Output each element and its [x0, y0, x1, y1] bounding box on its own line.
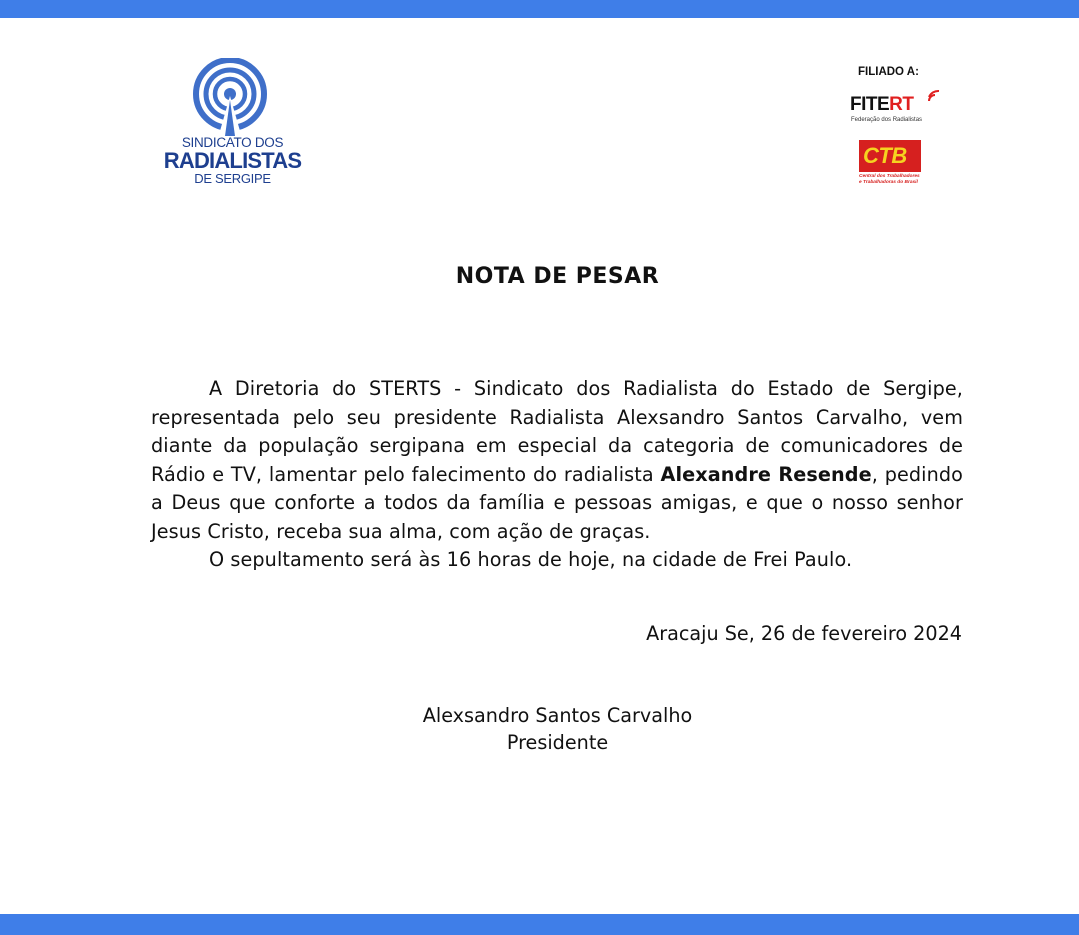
- ctb-subtitle-line2: e Trabalhadoras do Brasil: [859, 179, 918, 185]
- fitert-logo: [850, 88, 945, 128]
- signature-name: Alexsandro Santos Carvalho: [422, 704, 693, 727]
- ctb-subtitle-line1: Central dos Trabalhadores: [859, 174, 920, 179]
- body-paragraph-1-part2: , pedindo a Deus que conforte a todos da família e pessoas amigas, e que o nosso senhor Jesus Cristo, receba sua alma, com ação de graças.: [151, 462, 963, 543]
- ctb-word: CTB: [863, 143, 907, 168]
- fitert-subtitle: Federação dos Radialistas: [851, 117, 923, 123]
- filiado-label: FILIADO A:: [858, 66, 919, 78]
- sindicato-logo-line3: DE SERGIPE: [194, 171, 271, 186]
- body-text: [151, 375, 963, 575]
- body-paragraph-1-part1: A Diretoria do STERTS - Sindicato dos Radialista do Estado de Sergipe, representada pelo seu presidente Radialista Alexsandro Santos Carvalho, vem diante da população sergipana em especial da categoria de comunicadores de Rádio e TV, lamentar pelo falecimento do radialista: [151, 377, 963, 486]
- sindicato-logo-line2: RADIALISTAS: [163, 148, 302, 173]
- fitert-word-main: FITE: [850, 94, 890, 115]
- radio-waves-icon: [192, 58, 272, 138]
- ctb-logo: [859, 140, 923, 188]
- sindicato-logo-line1: SINDICATO DOS: [181, 135, 284, 150]
- body-paragraph-1: [151, 375, 963, 546]
- fitert-word-accent: RT: [889, 94, 914, 115]
- ctb-logo-box: [859, 140, 921, 172]
- ctb-subtitle: [859, 174, 920, 185]
- date-line: Aracaju Se, 26 de fevereiro 2024: [646, 622, 962, 645]
- bottom-border-bar: [0, 914, 1079, 935]
- top-border-bar: [0, 0, 1079, 18]
- deceased-name: Alexandre Resende: [660, 462, 872, 486]
- signature-role: Presidente: [506, 731, 609, 754]
- signal-waves-icon: [926, 88, 942, 104]
- sindicato-logo: [160, 58, 305, 188]
- body-paragraph-2: O sepultamento será às 16 horas de hoje, na cidade de Frei Paulo.: [209, 548, 853, 571]
- document-title: NOTA DE PESAR: [455, 264, 660, 289]
